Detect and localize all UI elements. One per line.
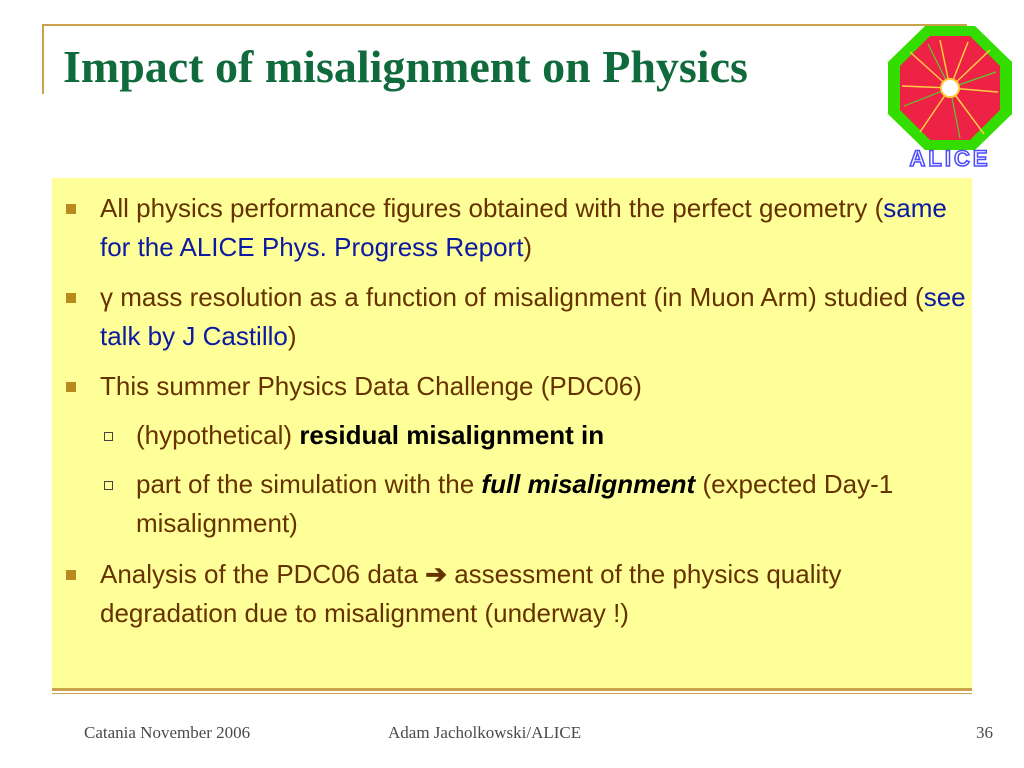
logo-text: ALICE bbox=[909, 146, 991, 170]
left-rule bbox=[42, 24, 44, 94]
reference-link: see talk by J Castillo bbox=[100, 282, 966, 351]
bullet-text: All physics performance figures obtained with the perfect geometry ( bbox=[100, 193, 884, 223]
bullet-text: γ mass resolution as a function of misalignment (in Muon Arm) studied ( bbox=[100, 282, 924, 312]
sub-bullet-marker bbox=[104, 432, 113, 441]
bullet-item bbox=[100, 189, 970, 267]
top-rule bbox=[42, 24, 967, 26]
bold-italic-text: full misalignment bbox=[481, 469, 696, 499]
bullet-text: (hypothetical) bbox=[136, 420, 300, 450]
bullet-text: ) bbox=[523, 232, 533, 262]
bullet-text: This summer Physics Data Challenge (PDC06) bbox=[100, 371, 642, 401]
bullet-text: assessment of the physics quality degradation due to misalignment (underway !) bbox=[100, 559, 842, 628]
bullet-text: Analysis of the PDC06 data bbox=[100, 559, 426, 589]
sub-bullet-item bbox=[136, 465, 966, 543]
content-bottom-rule bbox=[52, 688, 972, 691]
bullet-text: part of the simulation with the bbox=[136, 469, 482, 499]
bullet-marker bbox=[66, 204, 76, 214]
reference-link: same for the ALICE Phys. Progress Report bbox=[100, 193, 947, 262]
bullet-text: (expected Day-1 misalignment) bbox=[136, 469, 894, 538]
content-bottom-rule-thin bbox=[52, 693, 972, 694]
bullet-item bbox=[100, 555, 970, 633]
alice-logo bbox=[880, 22, 1020, 170]
bullet-marker bbox=[66, 293, 76, 303]
arrow-icon: ➔ bbox=[425, 559, 447, 589]
bullet-text: ) bbox=[287, 321, 297, 351]
bold-text: residual misalignment in bbox=[299, 420, 605, 450]
sub-bullet-item bbox=[136, 416, 966, 455]
footer-center: Adam Jacholkowski/ALICE bbox=[388, 723, 582, 742]
footer-left: Catania November 2006 bbox=[84, 723, 251, 742]
slide-title: Impact of misalignment on Physics bbox=[63, 41, 748, 92]
content-box bbox=[52, 178, 972, 688]
bullet-item bbox=[100, 367, 970, 406]
bullet-marker bbox=[66, 570, 76, 580]
bullet-item bbox=[100, 278, 970, 356]
sub-bullet-marker bbox=[104, 481, 113, 490]
bullet-marker bbox=[66, 382, 76, 392]
page-number: 36 bbox=[976, 723, 993, 742]
